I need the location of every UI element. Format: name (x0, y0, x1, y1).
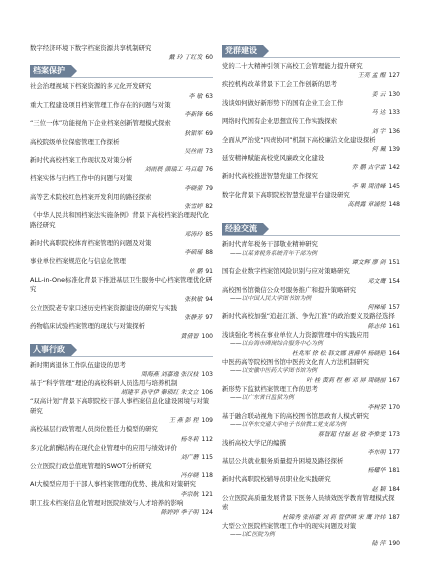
entry-page: 157 (388, 304, 400, 312)
toc-entry[interactable] (222, 154, 400, 172)
entry-authors: 刘 宇 (371, 127, 386, 135)
entry-title: 大型公立医院档案管理工作中的现实问题及对策 (222, 521, 357, 530)
entry-page: 154 (388, 277, 400, 285)
toc-entry[interactable] (30, 480, 213, 498)
entry-page: 136 (388, 127, 400, 135)
entry-subtitle: ——以安徽中医药大学图书馆为例 (230, 368, 317, 375)
entry-authors: 刘广蘑 (180, 453, 199, 461)
toc-entry[interactable] (30, 397, 213, 425)
entry-page: 161 (388, 322, 400, 330)
entry-page: 184 (388, 485, 400, 493)
entry-title: 职工技术档案信息化管理对医院绩效与人才培养的影响 (30, 498, 184, 507)
entry-subtitle: ——以C医院为例 (230, 531, 275, 538)
entry-title: 社会治理视域下档案资源的多元化开发研究 (30, 82, 152, 91)
entry-title: 数字经济环境下数字档案资源共享机制研究 (30, 44, 152, 52)
entry-authors: 单 鹏 (188, 267, 203, 275)
entry-page: 109 (201, 417, 213, 425)
toc-entry[interactable] (30, 276, 213, 304)
entry-title: 浅谈强化考核在事业单位人力资源管理中的实践应用 (222, 330, 369, 339)
toc-entry[interactable] (222, 117, 400, 135)
entry-title: 高校基层行政管理人员岗位胜任力模型的研究 (30, 425, 158, 434)
entry-page: 100 (201, 332, 213, 340)
toc-entry[interactable] (222, 286, 400, 313)
entry-title: 公立医院老专家口述历史档案资源建设的研究与实践 (30, 303, 177, 312)
section-entries (30, 82, 213, 340)
entry-subtitle: ——以华东交通大学电子书信教工党支部为例 (230, 422, 346, 428)
entry-authors: 邓涛玲 (184, 231, 203, 239)
section-entries (30, 361, 213, 518)
toc-entry[interactable] (30, 119, 213, 137)
entry-authors: 刘雨晨 颜瑞工 马百超 (144, 166, 203, 174)
entry-authors: 杜锦秀 张裕豪 刘 莉 管伊琪 宋 鹰 许炜 (282, 513, 386, 521)
entry-authors: 王 燕 彭 程 (168, 417, 199, 425)
entry-page: 148 (388, 201, 400, 209)
section-personnel-administration (30, 344, 213, 518)
entry-authors: 叶 桂 黄莉 程 彬 邓 屏 周晓丽 (306, 376, 386, 384)
entry-title: 多元化薪酬结构在现代企业管理中的应用与绩效评价 (30, 443, 177, 452)
entry-authors: 李树荣 (367, 403, 386, 411)
toc-entry[interactable] (222, 240, 400, 267)
entry-page: 115 (201, 453, 213, 461)
entry-page: 145 (388, 182, 400, 190)
toc-entry[interactable] (30, 156, 213, 174)
entry-page: 173 (388, 430, 400, 438)
entry-page: 91 (205, 267, 213, 275)
toc-entry[interactable] (30, 444, 213, 462)
entry-title: 中医药高等院校图书馆中医药文化育人方法机制研究 (222, 357, 369, 366)
entry-page: 181 (388, 467, 400, 475)
entry-authors: 周海燕 刘嘉逸 张汉枝 (140, 370, 199, 378)
entry-authors: 张秋敏 (184, 295, 203, 303)
section-header (30, 65, 213, 78)
toc-entry[interactable] (222, 412, 400, 439)
entry-title: 新时期离退休工作队伍建设的思考 (30, 360, 126, 369)
entry-authors: 胡建平 孙守伊 秦琐红 朱文立 (120, 389, 199, 397)
entry-subtitle: ——以广东省日监狱为例 (230, 395, 294, 402)
toc-entry[interactable] (30, 44, 213, 62)
entry-authors: 王亮 孟 醒 (357, 72, 386, 80)
entry-title: “三位一体”功能视角下企业档案创新管理模式探索 (30, 119, 171, 128)
entry-title: 新时代高校推进智慧党建工作探究 (222, 172, 318, 181)
entry-authors: 冯存晓 (180, 472, 199, 480)
entry-authors: 姜 云 (371, 90, 386, 98)
toc-entry[interactable] (222, 475, 400, 493)
entry-page: 133 (388, 109, 400, 117)
entry-title: 基层公共就业服务质量提升困境及路径探析 (222, 456, 344, 465)
section-header (222, 223, 400, 236)
toc-entry[interactable] (222, 358, 400, 385)
entry-page: 151 (388, 259, 400, 267)
toc-entry[interactable] (222, 494, 400, 522)
entry-authors: 陆 萍 (371, 540, 386, 548)
entry-title: 新时代青年税务干部敬业精神研究 (222, 240, 318, 249)
toc-entry[interactable] (30, 239, 213, 257)
entry-page: 121 (201, 490, 213, 498)
section-archive-protection (30, 65, 213, 340)
section-header-label: 人事行政 (30, 344, 71, 356)
entry-authors: 陈婷婷 季子明 (160, 509, 199, 517)
entry-authors: 何梯瑶 (367, 304, 386, 312)
entry-page: 60 (205, 54, 213, 62)
entry-title: 基于融合联动视角下的高校图书馆思政育人模式研究 (222, 411, 369, 420)
entry-page: 73 (205, 148, 213, 156)
section-experience-exchange (222, 223, 400, 548)
entry-page: 97 (205, 314, 213, 322)
entry-page: 76 (205, 166, 213, 174)
entry-authors: 戴 玲 丁红发 (168, 54, 203, 62)
toc-entry[interactable] (30, 322, 213, 340)
entry-title: 浅谈如何做好新形势下的国有企业工会工作 (222, 98, 344, 107)
toc-entry[interactable] (30, 193, 213, 211)
entry-page: 106 (201, 389, 213, 397)
entry-page: 139 (388, 146, 400, 154)
section-header (30, 344, 213, 357)
toc-entry[interactable] (30, 361, 213, 379)
entry-authors: 吴丝雨 (184, 148, 203, 156)
entry-authors: 乔 鹏 古学雷 (351, 164, 386, 172)
entry-title: 基于“科学管理”理论的高校科研人员选用与培养机制 (30, 378, 178, 387)
entry-title: 公立医院行政总值班管理的SWOT分析研究 (30, 461, 152, 470)
entry-page: 94 (205, 295, 213, 303)
entry-authors: 蔡智超 付磊 赵 敏 李惟雯 (317, 430, 386, 438)
entry-title: 高等艺术院校红色档案开发利用的路径探索 (30, 192, 152, 201)
toc-entry[interactable] (30, 138, 213, 156)
entry-authors: 邓文鹰 (367, 277, 386, 285)
toc-entry[interactable] (222, 191, 400, 209)
section-header-label: 党群建设 (222, 45, 263, 57)
entry-title: 药物临床试验档案管理的现状与对策探析 (30, 322, 146, 331)
toc-entry[interactable] (30, 425, 213, 443)
toc-entry[interactable] (222, 439, 400, 457)
entry-title: 高校院级单位保密管理工作探析 (30, 137, 120, 146)
toc-entry[interactable] (30, 101, 213, 119)
entry-authors: 杨耀华 (367, 467, 386, 475)
entry-page: 130 (388, 90, 400, 98)
entry-authors: 高晨露 章涵悦 (347, 201, 386, 209)
entry-title: 档案实体与归档工作中的问题与对策 (30, 174, 133, 183)
entry-subtitle: ——以某省税务系统青年干部为例 (230, 250, 317, 257)
toc-entry[interactable] (222, 99, 400, 117)
toc-entry[interactable] (222, 331, 400, 358)
section-header (222, 45, 400, 58)
section-entries (222, 62, 400, 209)
entry-title: 新时代高校档案工作现状及对策分析 (30, 156, 133, 165)
right-column (222, 42, 400, 548)
entry-subtitle: ——以台海市碑岗综合服务中心为例 (230, 341, 323, 348)
entry-title: 全面从严治党“四责协同”机制下高校廉洁文化建设探析 (222, 135, 376, 144)
toc-entry[interactable] (222, 80, 400, 98)
entry-page: 69 (205, 129, 213, 137)
entry-page: 66 (205, 111, 213, 119)
entry-title: 《中华人民共和国档案法实施条例》背景下高校档案治理现代化路径研究 (30, 211, 209, 229)
toc-entry[interactable] (30, 82, 213, 100)
toc-entry[interactable] (30, 304, 213, 322)
toc-entry[interactable] (30, 174, 213, 192)
entry-authors: 陈志伟 (367, 322, 386, 330)
entry-subtitle: ——以中国人民大学图书馆为例 (230, 295, 312, 302)
toc-entry[interactable] (222, 62, 400, 80)
toc-entry[interactable] (222, 172, 400, 190)
entry-title: 网络时代国有企业思想宣传工作实践探索 (222, 117, 338, 126)
toc-entry[interactable] (30, 379, 213, 397)
toc-entry[interactable] (30, 462, 213, 480)
entry-authors: 黄倩智 (180, 332, 199, 340)
entry-title: “双高计划”背景下高职院校干部人事档案信息化建设困境与对策研究 (30, 397, 210, 415)
entry-authors: 狄银军 (184, 129, 203, 137)
toc-entry[interactable] (222, 312, 400, 330)
entry-title: 新时代高校加强“追赶江浙、争先江淮”的政治要义及路径选择 (222, 312, 395, 321)
entry-authors: 何 珮 (371, 146, 386, 154)
entry-title: 延安精神赋能高校党风廉政文化建设 (222, 154, 325, 163)
toc-entry[interactable] (222, 385, 400, 412)
entry-page: 63 (205, 92, 213, 100)
entry-authors: 杜兆军 徐 松 韩文娜 唐爵华 杨晓艳 (292, 349, 386, 357)
entry-title: ALL-in-One标准化背景下推进基层卫生服务中心档案管理优化研究 (30, 275, 212, 294)
entry-title: 国有企业数字档案馆风险识别与应对策略研究 (222, 267, 350, 276)
entry-title: 公立医院高质量发展背景下医务人员绩效医学教育管理模式探索 (222, 493, 395, 512)
entry-page: 127 (388, 72, 400, 80)
entry-authors: 李宗航 (180, 490, 199, 498)
toc-entry[interactable] (222, 522, 400, 549)
entry-page: 118 (201, 472, 213, 480)
section-header-label: 经验交流 (222, 223, 263, 235)
entry-page: 170 (388, 403, 400, 411)
entry-authors: 赵 颖 (371, 485, 386, 493)
toc-entry[interactable] (30, 499, 213, 517)
entry-authors: 马 达 (371, 109, 386, 117)
entry-title: 疾控机构改革背景下工会工作创新的思考 (222, 80, 338, 89)
toc-entry[interactable] (222, 136, 400, 154)
toc-entry[interactable] (222, 457, 400, 475)
entry-page: 112 (201, 435, 213, 443)
entry-title: 新时代高职院校体育档案管理的问题及对策 (30, 239, 152, 248)
section-entries (222, 240, 400, 548)
entry-page: 164 (388, 349, 400, 357)
entry-title: AI大模型应用于干部人事档案管理的优势、挑战和对策研究 (30, 480, 197, 489)
entry-title: 重大工程建设项目档案管理工作存在的问题与对策 (30, 100, 171, 109)
entry-authors: 李硕瑶 (184, 249, 203, 257)
entry-page: 79 (205, 184, 213, 192)
entry-page: 88 (205, 249, 213, 257)
entry-page: 124 (201, 509, 213, 517)
entry-title: 浅析高校大学记的编撰 (222, 438, 286, 447)
entry-authors: 李晓蕾 (184, 184, 203, 192)
left-column (30, 44, 213, 517)
entry-authors: 李新锋 (184, 111, 203, 119)
entry-title: 党的二十大精神引领下高校工会管理能力提升研究 (222, 62, 363, 70)
toc-entry[interactable] (30, 211, 213, 239)
entry-authors: 张雪婷 (184, 203, 203, 211)
entry-page: 187 (388, 513, 400, 521)
entry-title: 高校图书馆微信公众号服务推广和提升策略研究 (222, 285, 357, 294)
entry-authors: 李 敏 (188, 92, 203, 100)
entry-authors: 李东明 (367, 448, 386, 456)
entry-authors: 谭文辉 廖 剑 (351, 259, 386, 267)
entry-page: 167 (388, 376, 400, 384)
entry-page: 85 (205, 231, 213, 239)
entry-page: 190 (388, 540, 400, 548)
section-party-building (222, 45, 400, 209)
entry-authors: 李 果 周清峰 (351, 182, 386, 190)
toc-entry[interactable] (30, 257, 213, 275)
entry-authors: 张静芳 (184, 314, 203, 322)
section-header-label: 档案保护 (30, 65, 71, 77)
toc-entry[interactable] (222, 267, 400, 285)
entry-page: 177 (388, 448, 400, 456)
entry-title: 事业单位档案规范化与信息化管理 (30, 257, 126, 266)
entry-page: 82 (205, 203, 213, 211)
entry-page: 142 (388, 164, 400, 172)
entry-title: 数字化背景下高职院校智慧党建平台建设研究 (222, 190, 350, 199)
entry-authors: 杨冬莉 (180, 435, 199, 443)
entry-title: 新形势下监狱档案管理工作的思考 (222, 384, 318, 393)
entry-page: 103 (201, 370, 213, 378)
entry-title: 新时代高职院校辅导员职业化实践研究 (222, 475, 331, 484)
